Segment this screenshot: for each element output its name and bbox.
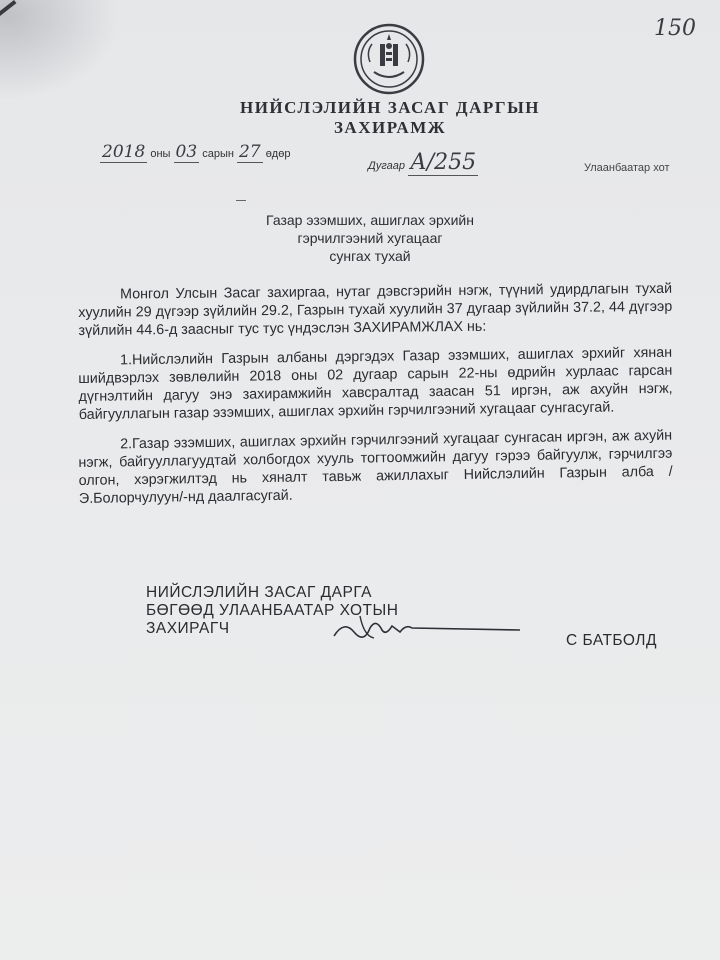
date-day-suffix: өдөр (265, 148, 291, 160)
subject-line-1: Газар эзэмших, ашиглах эрхийн (266, 212, 474, 228)
date-line (100, 142, 290, 162)
handwritten-page-number: 150 (654, 16, 696, 41)
signature-title-line-3: ЗАХИРАГЧ (146, 620, 230, 637)
city-label: Улаанбаатар хот (584, 162, 670, 174)
document-header (200, 98, 580, 138)
paragraph-2: 2.Газар эзэмших, ашиглах эрхийн гэрчилгээний хугацааг сунгасан иргэн, аж ахуйн нэгж, байгууллагуудтай холбогдох хууль тогтоомжийн дагуу гэрээ байгуулж, гэрчилгээ олгон, хэрэгжилтэд нь хяналт тавьж ажиллахыг Нийслэлийн Газрын алба /Э.Болорчулуун/-нд даалгасугай. (78, 427, 673, 507)
subject-line-2: гэрчилгээний хугацааг (297, 230, 443, 246)
paragraph-2-block (78, 427, 673, 508)
corner-shadow (0, 0, 120, 100)
paragraph-intro-block (78, 280, 673, 340)
signer-name: С БАТБОЛД (566, 632, 657, 649)
date-year: 2018 (102, 142, 146, 162)
number-value: А/255 (410, 150, 477, 175)
header-title-line-2: ЗАХИРАМЖ (333, 118, 447, 137)
signature-title-line-2: БӨГӨӨД УЛААНБААТАР ХОТЫН (146, 602, 399, 619)
paragraph-1: 1.Нийслэлийн Газрын албаны дэргэдэх Газар эзэмших, ашиглах эрхийг хянан шийдвэрлэх зөвлөлийн 2018 оны 02 дугаар сарын 22-ны өдрийн хурлаас гарсан дүгнэлтийн дагуу энэ захирамжийн хавсралтад заасан 51 иргэн, аж ахуйн нэгж, байгууллагын газар эзэмших, ашиглах эрхийн гэрчилгээний хугацааг сунгасугай. (78, 344, 673, 423)
document-number (368, 150, 478, 175)
state-emblem-icon (352, 22, 426, 96)
paragraph-1-block (78, 344, 673, 424)
subject-line-3: сунгах тухай (329, 248, 411, 264)
date-day: 27 (238, 142, 261, 162)
divider-tick (236, 200, 246, 201)
date-year-suffix: оны (150, 148, 171, 160)
number-label: Дугаар (368, 160, 406, 172)
date-month-suffix: сарын (202, 148, 234, 160)
header-title-line-1: НИЙСЛЭЛИЙН ЗАСАГ ДАРГЫН (239, 98, 540, 117)
paragraph-intro: Монгол Улсын Засаг захиргаа, нутаг дэвсгэрийн нэгж, түүний удирдлагын тухай хуулийн 29 дүгээр зүйлийн 29.2, Газрын тухай хуулийн 37 дугаар зүйлийн 37.2, 44 дүгээр зүйлийн 44.6-д заасныг тус тус үндэслэн ЗАХИРАМЖЛАХ нь: (78, 280, 673, 339)
handwritten-signature (330, 606, 540, 646)
document-subject (220, 211, 520, 265)
signature-title-line-1: НИЙСЛЭЛИЙН ЗАСАГ ДАРГА (146, 584, 373, 601)
date-month: 03 (175, 142, 198, 162)
